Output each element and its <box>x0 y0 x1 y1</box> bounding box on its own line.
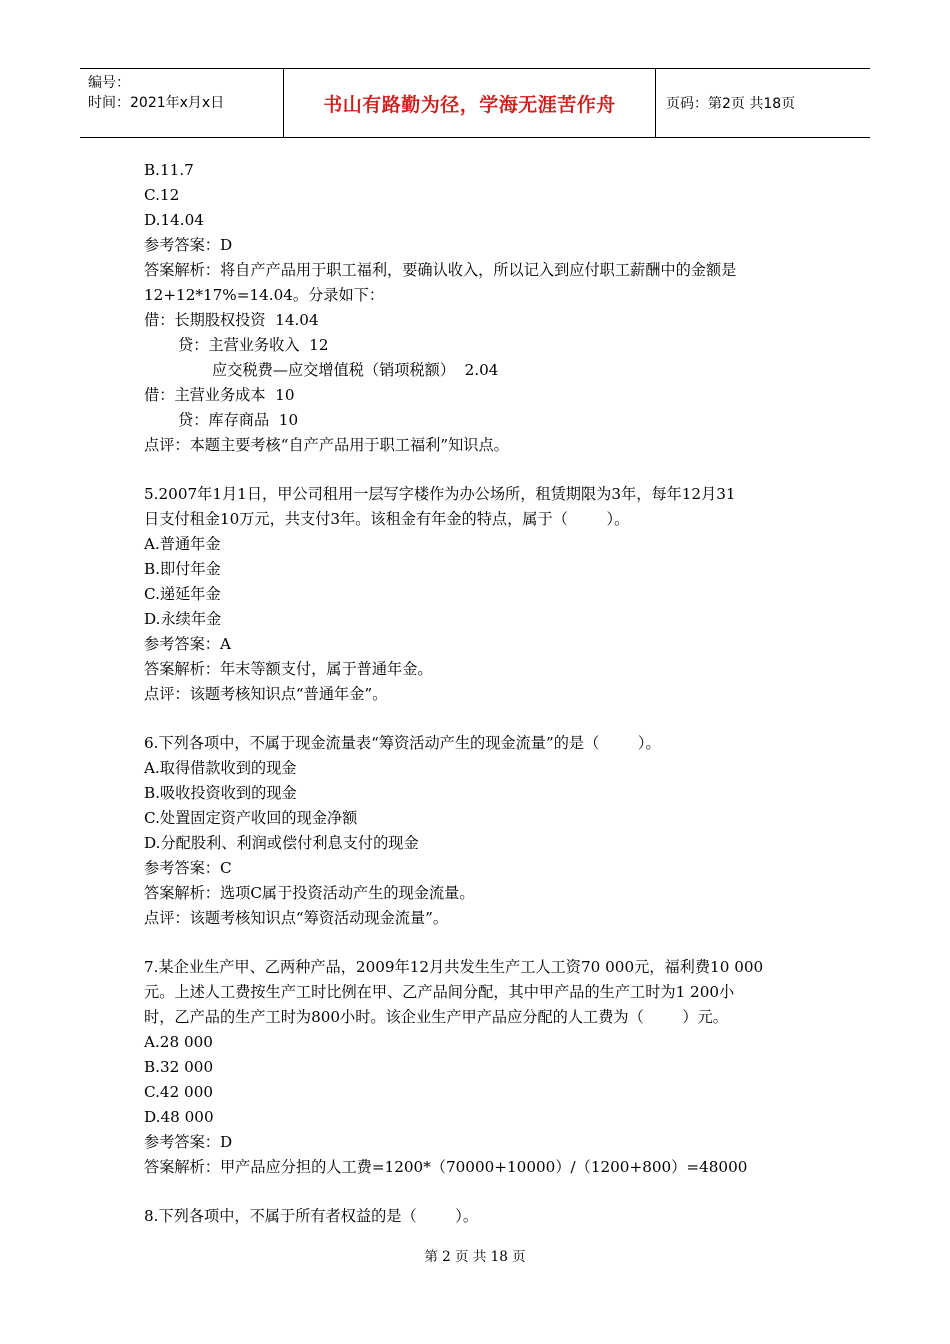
document-body <box>144 158 816 1229</box>
journal-entry-credit: 贷：主营业务收入 12 <box>178 336 329 354</box>
comment: 点评：本题主要考核“自产产品用于职工福利”知识点。 <box>144 436 509 454</box>
question-stem: 5.2007年1月1日，甲公司租用一层写字楼作为办公场所，租赁期限为3年，每年12月31 <box>144 485 736 503</box>
option-d: D.永续年金 <box>144 610 222 628</box>
spacer <box>144 931 816 955</box>
reference-answer: 参考答案：C <box>144 859 232 877</box>
question-stem: 7.某企业生产甲、乙两种产品，2009年12月共发生生产工人工资70 000元，福利费10 000 <box>144 958 764 976</box>
document-time-label: 时间：2021年x月x日 <box>88 95 225 111</box>
option-b: B.32 000 <box>144 1058 214 1076</box>
answer-analysis: 答案解析：将自产产品用于职工福利，要确认收入，所以记入到应付职工薪酬中的金额是 <box>144 261 737 279</box>
comment: 点评：该题考核知识点“筹资活动现金流量”。 <box>144 909 449 927</box>
option-c: C.12 <box>144 186 180 204</box>
journal-entry-credit-tax: 应交税费—应交增值税（销项税额） 2.04 <box>212 361 499 379</box>
journal-entry-debit: 借：长期股权投资 14.04 <box>144 311 319 329</box>
header-page-info: 页码：第2页 共18页 <box>666 96 796 112</box>
question-8 <box>144 1204 816 1229</box>
question-5 <box>144 482 816 707</box>
question-stem-continued: 时，乙产品的生产工时为800小时。该企业生产甲产品应分配的人工费为（ ）元。 <box>144 1008 728 1026</box>
journal-entry-debit-cost: 借：主营业务成本 10 <box>144 386 295 404</box>
reference-answer: 参考答案：D <box>144 236 233 254</box>
option-b: B.11.7 <box>144 161 194 179</box>
question-7 <box>144 955 816 1180</box>
page-footer <box>0 1245 950 1265</box>
reference-answer: 参考答案：A <box>144 635 231 653</box>
option-b: B.吸收投资收到的现金 <box>144 784 297 802</box>
document-number-label: 编号： <box>88 75 130 91</box>
journal-entry-credit-inventory: 贷：库存商品 10 <box>178 411 299 429</box>
question-stem-continued: 日支付租金10万元，共支付3年。该租金有年金的特点，属于（ ）。 <box>144 510 630 528</box>
footer-page-number: 第 2 页 共 18 页 <box>424 1249 526 1265</box>
option-a: A.取得借款收到的现金 <box>144 759 297 777</box>
header-motto: 书山有路勤为径，学海无涯苦作舟 <box>323 93 616 116</box>
answer-analysis-continued: 12+12*17%=14.04。分录如下： <box>144 286 385 304</box>
spacer <box>144 458 816 482</box>
page-header <box>80 68 870 138</box>
option-d: D.14.04 <box>144 211 204 229</box>
reference-answer: 参考答案：D <box>144 1133 233 1151</box>
header-meta <box>80 69 283 137</box>
option-c: C.递延年金 <box>144 585 221 603</box>
answer-analysis: 答案解析：甲产品应分担的人工费=1200*（70000+10000）/（1200+800）=48000 <box>144 1158 748 1176</box>
option-d: D.48 000 <box>144 1108 214 1126</box>
question-4-tail <box>144 158 816 458</box>
spacer <box>144 707 816 731</box>
option-c: C.处置固定资产收回的现金净额 <box>144 809 358 827</box>
question-stem: 6.下列各项中，不属于现金流量表“筹资活动产生的现金流量”的是（ ）。 <box>144 734 661 752</box>
option-a: A.普通年金 <box>144 535 221 553</box>
header-motto-cell <box>283 69 656 137</box>
question-6 <box>144 731 816 931</box>
comment: 点评：该题考核知识点“普通年金”。 <box>144 685 388 703</box>
header-page-info-cell <box>656 69 870 137</box>
option-a: A.28 000 <box>144 1033 213 1051</box>
spacer <box>144 1180 816 1204</box>
option-b: B.即付年金 <box>144 560 221 578</box>
question-stem-continued: 元。上述人工费按生产工时比例在甲、乙产品间分配，其中甲产品的生产工时为1 200小 <box>144 983 735 1001</box>
answer-analysis: 答案解析：年末等额支付，属于普通年金。 <box>144 660 433 678</box>
question-stem: 8.下列各项中，不属于所有者权益的是（ ）。 <box>144 1207 479 1225</box>
option-c: C.42 000 <box>144 1083 214 1101</box>
option-d: D.分配股利、利润或偿付利息支付的现金 <box>144 834 419 852</box>
answer-analysis: 答案解析：选项C属于投资活动产生的现金流量。 <box>144 884 475 902</box>
